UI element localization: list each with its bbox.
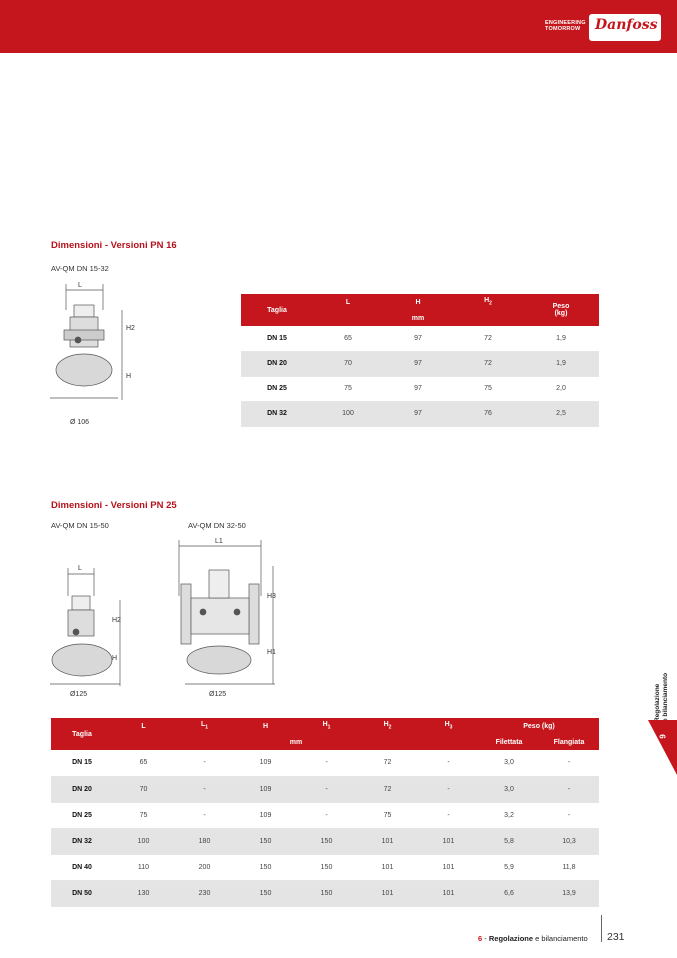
model-label-pn16: AV-QM DN 15-32 <box>51 264 109 273</box>
table-row: DN 15 65 97 72 1,9 <box>241 326 599 351</box>
table-row: DN 32 100 180 150 150 101 101 5,8 10,3 <box>51 828 599 854</box>
table-row: DN 20 70 - 109 - 72 - 3,0 - <box>51 776 599 802</box>
diameter-label: Ø125 <box>70 691 88 698</box>
valve-drawing-pn16 <box>48 280 138 430</box>
model-label-pn25-b: AV-QM DN 32-50 <box>188 521 246 530</box>
dim-l-label: L <box>78 565 82 572</box>
side-tab-label: Regolazione e bilanciamento <box>654 672 669 722</box>
dim-h2-label: H2 <box>126 325 135 332</box>
chapter-tab <box>648 720 677 775</box>
model-label-pn25-a: AV-QM DN 15-50 <box>51 521 109 530</box>
table-row: DN 40 110 200 150 150 101 101 5,9 11,8 <box>51 854 599 880</box>
dim-l-label: L <box>78 282 82 289</box>
table-row: DN 32 100 97 76 2,5 <box>241 401 599 426</box>
section-title-pn16: Dimensioni - Versioni PN 16 <box>51 240 177 251</box>
tagline: ENGINEERING TOMORROW <box>545 20 586 32</box>
table-row: DN 20 70 97 72 1,9 <box>241 351 599 376</box>
dim-l1-label: L1 <box>215 538 223 545</box>
table-row: DN 25 75 - 109 - 75 - 3,2 - <box>51 802 599 828</box>
dim-h-label: H <box>112 655 118 662</box>
footer-chapter: 6 - Regolazione e bilanciamento <box>478 934 588 943</box>
dim-h1-label: H1 <box>267 649 276 656</box>
table-row: DN 25 75 97 75 2,0 <box>241 376 599 401</box>
diameter-label: Ø 106 <box>70 419 90 426</box>
dim-h3-label: H3 <box>267 593 276 600</box>
danfoss-logo: Danfoss <box>589 14 661 41</box>
pn16-dimensions-table: Taglia L H $H_2$ Peso (kg) mm DN 15 65 97 72 1,9 DN 20 70 97 72 1,9 DN 25 75 97 75 2,0 DN 32 100 97 76 2,5 <box>241 294 599 427</box>
pn25-dimensions-table: Taglia L $L_1$ H $H_1$ $H_2$ $H_3$ Peso (kg) mm Filettata Flangiata DN 15 65 - 109 - 72 - 3,0 - DN 20 70 - 109 - 72 - 3,0 - DN 25 75 - 109 - 75 - 3,2 - DN 32 100 180 150 150 101 101 5,8 10,3 DN 40 110 200 150 150 101 101 5,9 11,8 DN 50 130 230 150 150 101 101 6,6 13,9 <box>51 718 599 907</box>
dim-h2-label: H2 <box>112 617 121 624</box>
diameter-label: Ø125 <box>209 691 227 698</box>
table-row: DN 50 130 230 150 150 101 101 6,6 13,9 <box>51 880 599 906</box>
page-number: 231 <box>607 931 625 943</box>
valve-drawing-pn25-a <box>50 560 140 700</box>
section-title-pn25: Dimensioni - Versioni PN 25 <box>51 500 177 511</box>
footer-divider <box>601 915 602 942</box>
chapter-tab-number: 6 <box>657 734 667 739</box>
valve-drawing-pn25-b <box>175 536 285 700</box>
dim-h-label: H <box>126 373 132 380</box>
table-row: DN 15 65 - 109 - 72 - 3,0 - <box>51 750 599 776</box>
